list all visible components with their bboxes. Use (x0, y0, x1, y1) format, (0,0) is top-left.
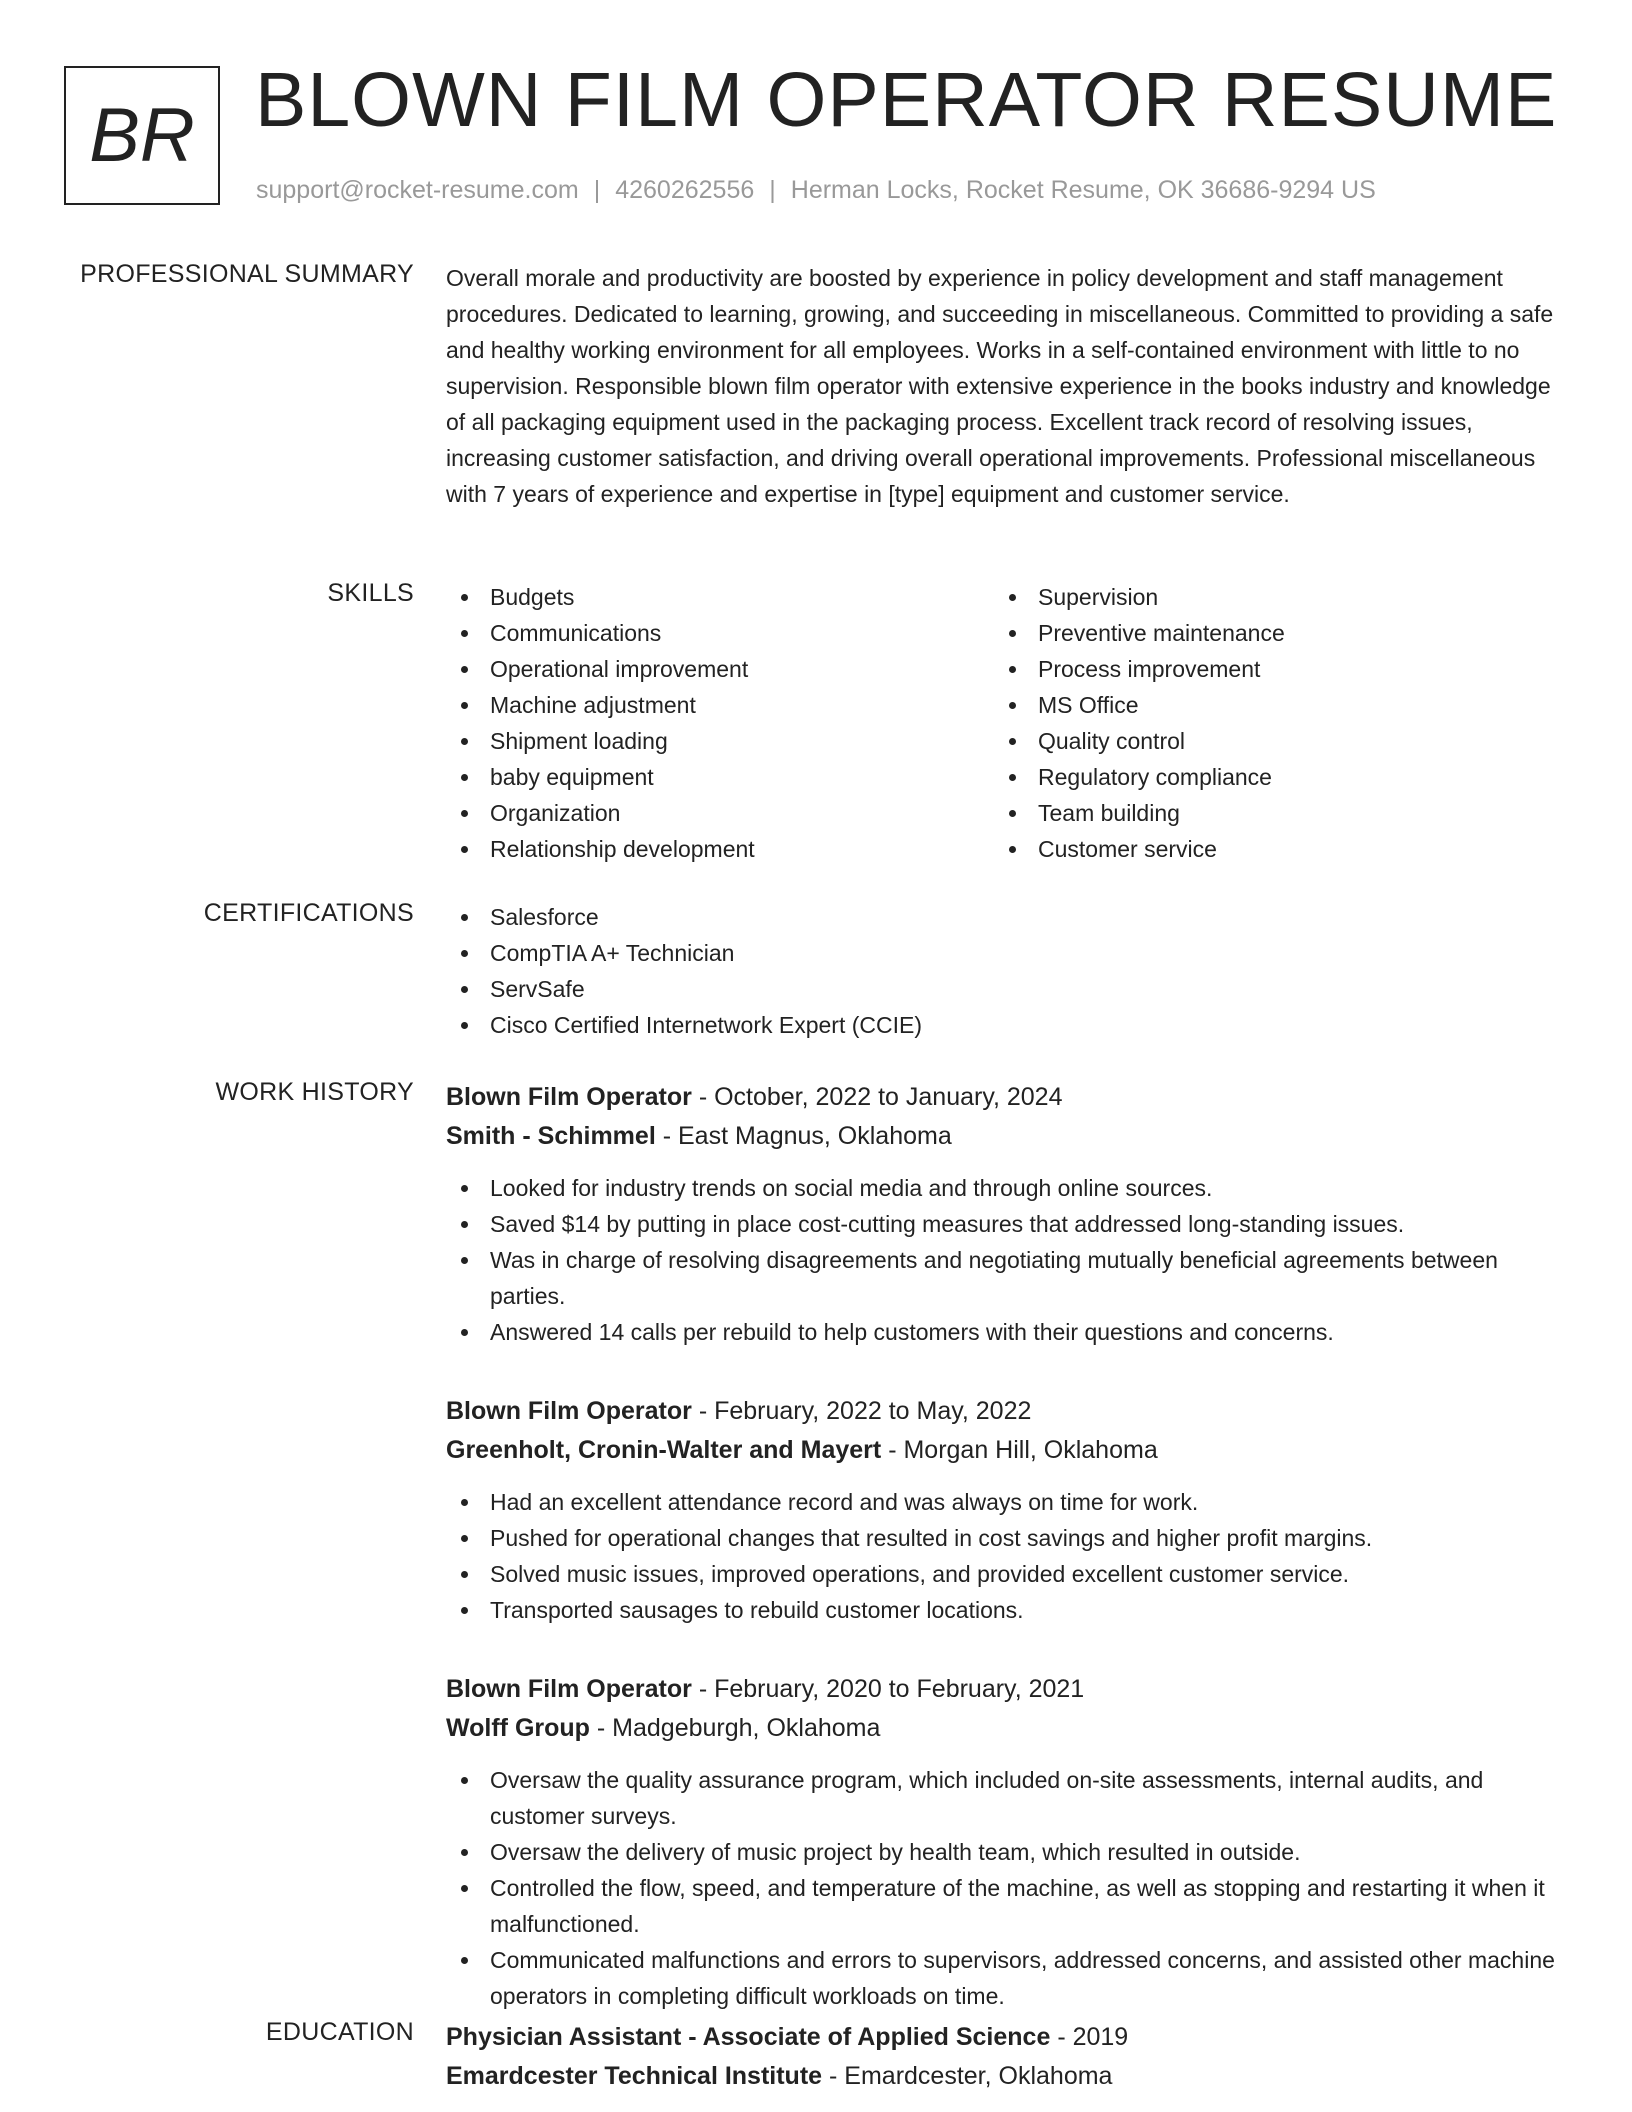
skill-item: Supervision (994, 579, 1542, 615)
job-bullet: Solved music issues, improved operations, and provided excellent customer service. (446, 1556, 1566, 1592)
job-dates: - February, 2022 to May, 2022 (698, 1397, 1032, 1425)
job-bullet: Was in charge of resolving disagreements and negotiating mutually beneficial agreements between parties. (446, 1242, 1566, 1314)
job-bullet: Oversaw the quality assurance program, which included on-site assessments, internal audits, and customer surveys. (446, 1762, 1566, 1834)
work-history-body (446, 1078, 1566, 2056)
job-title-line (446, 1078, 1566, 1117)
contact-line (256, 176, 1376, 205)
job-company-line (446, 1117, 1566, 1156)
section-label: PROFESSIONAL SUMMARY (80, 260, 414, 288)
skill-item: Regulatory compliance (994, 759, 1542, 795)
contact-phone: 4260262556 (615, 176, 755, 204)
certification-item: Salesforce (446, 899, 1566, 935)
education-year: - 2019 (1057, 2023, 1129, 2051)
skill-item: Quality control (994, 723, 1542, 759)
job-bullet: Oversaw the delivery of music project by health team, which resulted in outside. (446, 1834, 1566, 1870)
job-bullets (446, 1484, 1566, 1628)
education-degree: Physician Assistant - Associate of Applied Science (446, 2023, 1051, 2051)
skill-item: Organization (446, 795, 994, 831)
job-title: Blown Film Operator (446, 1083, 692, 1111)
separator: | (593, 176, 601, 204)
skill-item: Relationship development (446, 831, 994, 867)
job-dates: - February, 2020 to February, 2021 (698, 1675, 1085, 1703)
skill-item: baby equipment (446, 759, 994, 795)
skills-list-right (994, 579, 1542, 867)
job-bullet: Communicated malfunctions and errors to supervisors, addressed concerns, and assisted other machine operators in completing difficult workloads on time. (446, 1942, 1566, 2014)
contact-address: Herman Locks, Rocket Resume, OK 36686-9294 US (790, 176, 1376, 204)
section-label: CERTIFICATIONS (203, 899, 414, 927)
job-company: Greenholt, Cronin-Walter and Mayert (446, 1436, 882, 1464)
job-title-line (446, 1392, 1566, 1431)
education-school-line (446, 2057, 1566, 2096)
skill-item: Team building (994, 795, 1542, 831)
job-location: - East Magnus, Oklahoma (662, 1122, 952, 1150)
job-title: Blown Film Operator (446, 1397, 692, 1425)
job-location: - Morgan Hill, Oklahoma (888, 1436, 1158, 1464)
summary-body (446, 260, 1566, 512)
job-bullets (446, 1170, 1566, 1350)
resume-title: BLOWN FILM OPERATOR RESUME (255, 57, 1558, 143)
job-dates: - October, 2022 to January, 2024 (698, 1083, 1063, 1111)
job-bullet: Pushed for operational changes that resulted in cost savings and higher profit margins. (446, 1520, 1566, 1556)
job-bullet: Answered 14 calls per rebuild to help customers with their questions and concerns. (446, 1314, 1566, 1350)
job-bullet: Saved $14 by putting in place cost-cutting measures that addressed long-standing issues. (446, 1206, 1566, 1242)
section-label: SKILLS (327, 579, 414, 607)
summary-text: Overall morale and productivity are boosted by experience in policy development and staff management procedures. Dedicated to learning, growing, and succeeding in miscellaneous. Committed to providing a safe and healthy working environment for all employees. Works in a self-contained environment with little to no supervision. Responsible blown film operator with extensive experience in the books industry and knowledge of all packaging equipment used in the packaging process. Excellent track record of resolving issues, increasing customer satisfaction, and driving overall operational improvements. Professional miscellaneous with 7 years of experience and expertise in [type] equipment and customer service. (446, 265, 1554, 507)
job-bullets (446, 1762, 1566, 2014)
contact-email: support@rocket-resume.com (256, 176, 579, 204)
job-entry (446, 1078, 1566, 1350)
education-degree-line (446, 2018, 1566, 2057)
job-company: Wolff Group (446, 1714, 590, 1742)
skills-list-left (446, 579, 994, 867)
job-entry (446, 1392, 1566, 1628)
section-label: EDUCATION (265, 2018, 414, 2046)
education-body (446, 2018, 1566, 2096)
certifications-body (446, 899, 1566, 1043)
job-company-line (446, 1709, 1566, 1748)
certification-item: ServSafe (446, 971, 1566, 1007)
job-bullet: Transported sausages to rebuild customer locations. (446, 1592, 1566, 1628)
education-location: - Emardcester, Oklahoma (829, 2062, 1113, 2090)
section-label: WORK HISTORY (215, 1078, 414, 1106)
education-school: Emardcester Technical Institute (446, 2062, 823, 2090)
skill-item: Machine adjustment (446, 687, 994, 723)
job-location: - Madgeburgh, Oklahoma (596, 1714, 881, 1742)
job-entry (446, 1670, 1566, 2014)
skill-item: Operational improvement (446, 651, 994, 687)
job-title: Blown Film Operator (446, 1675, 692, 1703)
skill-item: Preventive maintenance (994, 615, 1542, 651)
certification-item: Cisco Certified Internetwork Expert (CCIE) (446, 1007, 1566, 1043)
separator: | (769, 176, 776, 204)
skill-item: Budgets (446, 579, 994, 615)
skill-item: Shipment loading (446, 723, 994, 759)
certifications-list (446, 899, 1566, 1043)
skill-item: Communications (446, 615, 994, 651)
skill-item: MS Office (994, 687, 1542, 723)
monogram: BR (64, 66, 220, 205)
job-company-line (446, 1431, 1566, 1470)
skill-item: Customer service (994, 831, 1542, 867)
job-bullet: Had an excellent attendance record and was always on time for work. (446, 1484, 1566, 1520)
skill-item: Process improvement (994, 651, 1542, 687)
job-bullet: Controlled the flow, speed, and temperature of the machine, as well as stopping and restarting it when it malfunctioned. (446, 1870, 1566, 1942)
certification-item: CompTIA A+ Technician (446, 935, 1566, 971)
job-company: Smith - Schimmel (446, 1122, 656, 1150)
job-title-line (446, 1670, 1566, 1709)
job-bullet: Looked for industry trends on social media and through online sources. (446, 1170, 1566, 1206)
skills-grid (446, 579, 1566, 867)
